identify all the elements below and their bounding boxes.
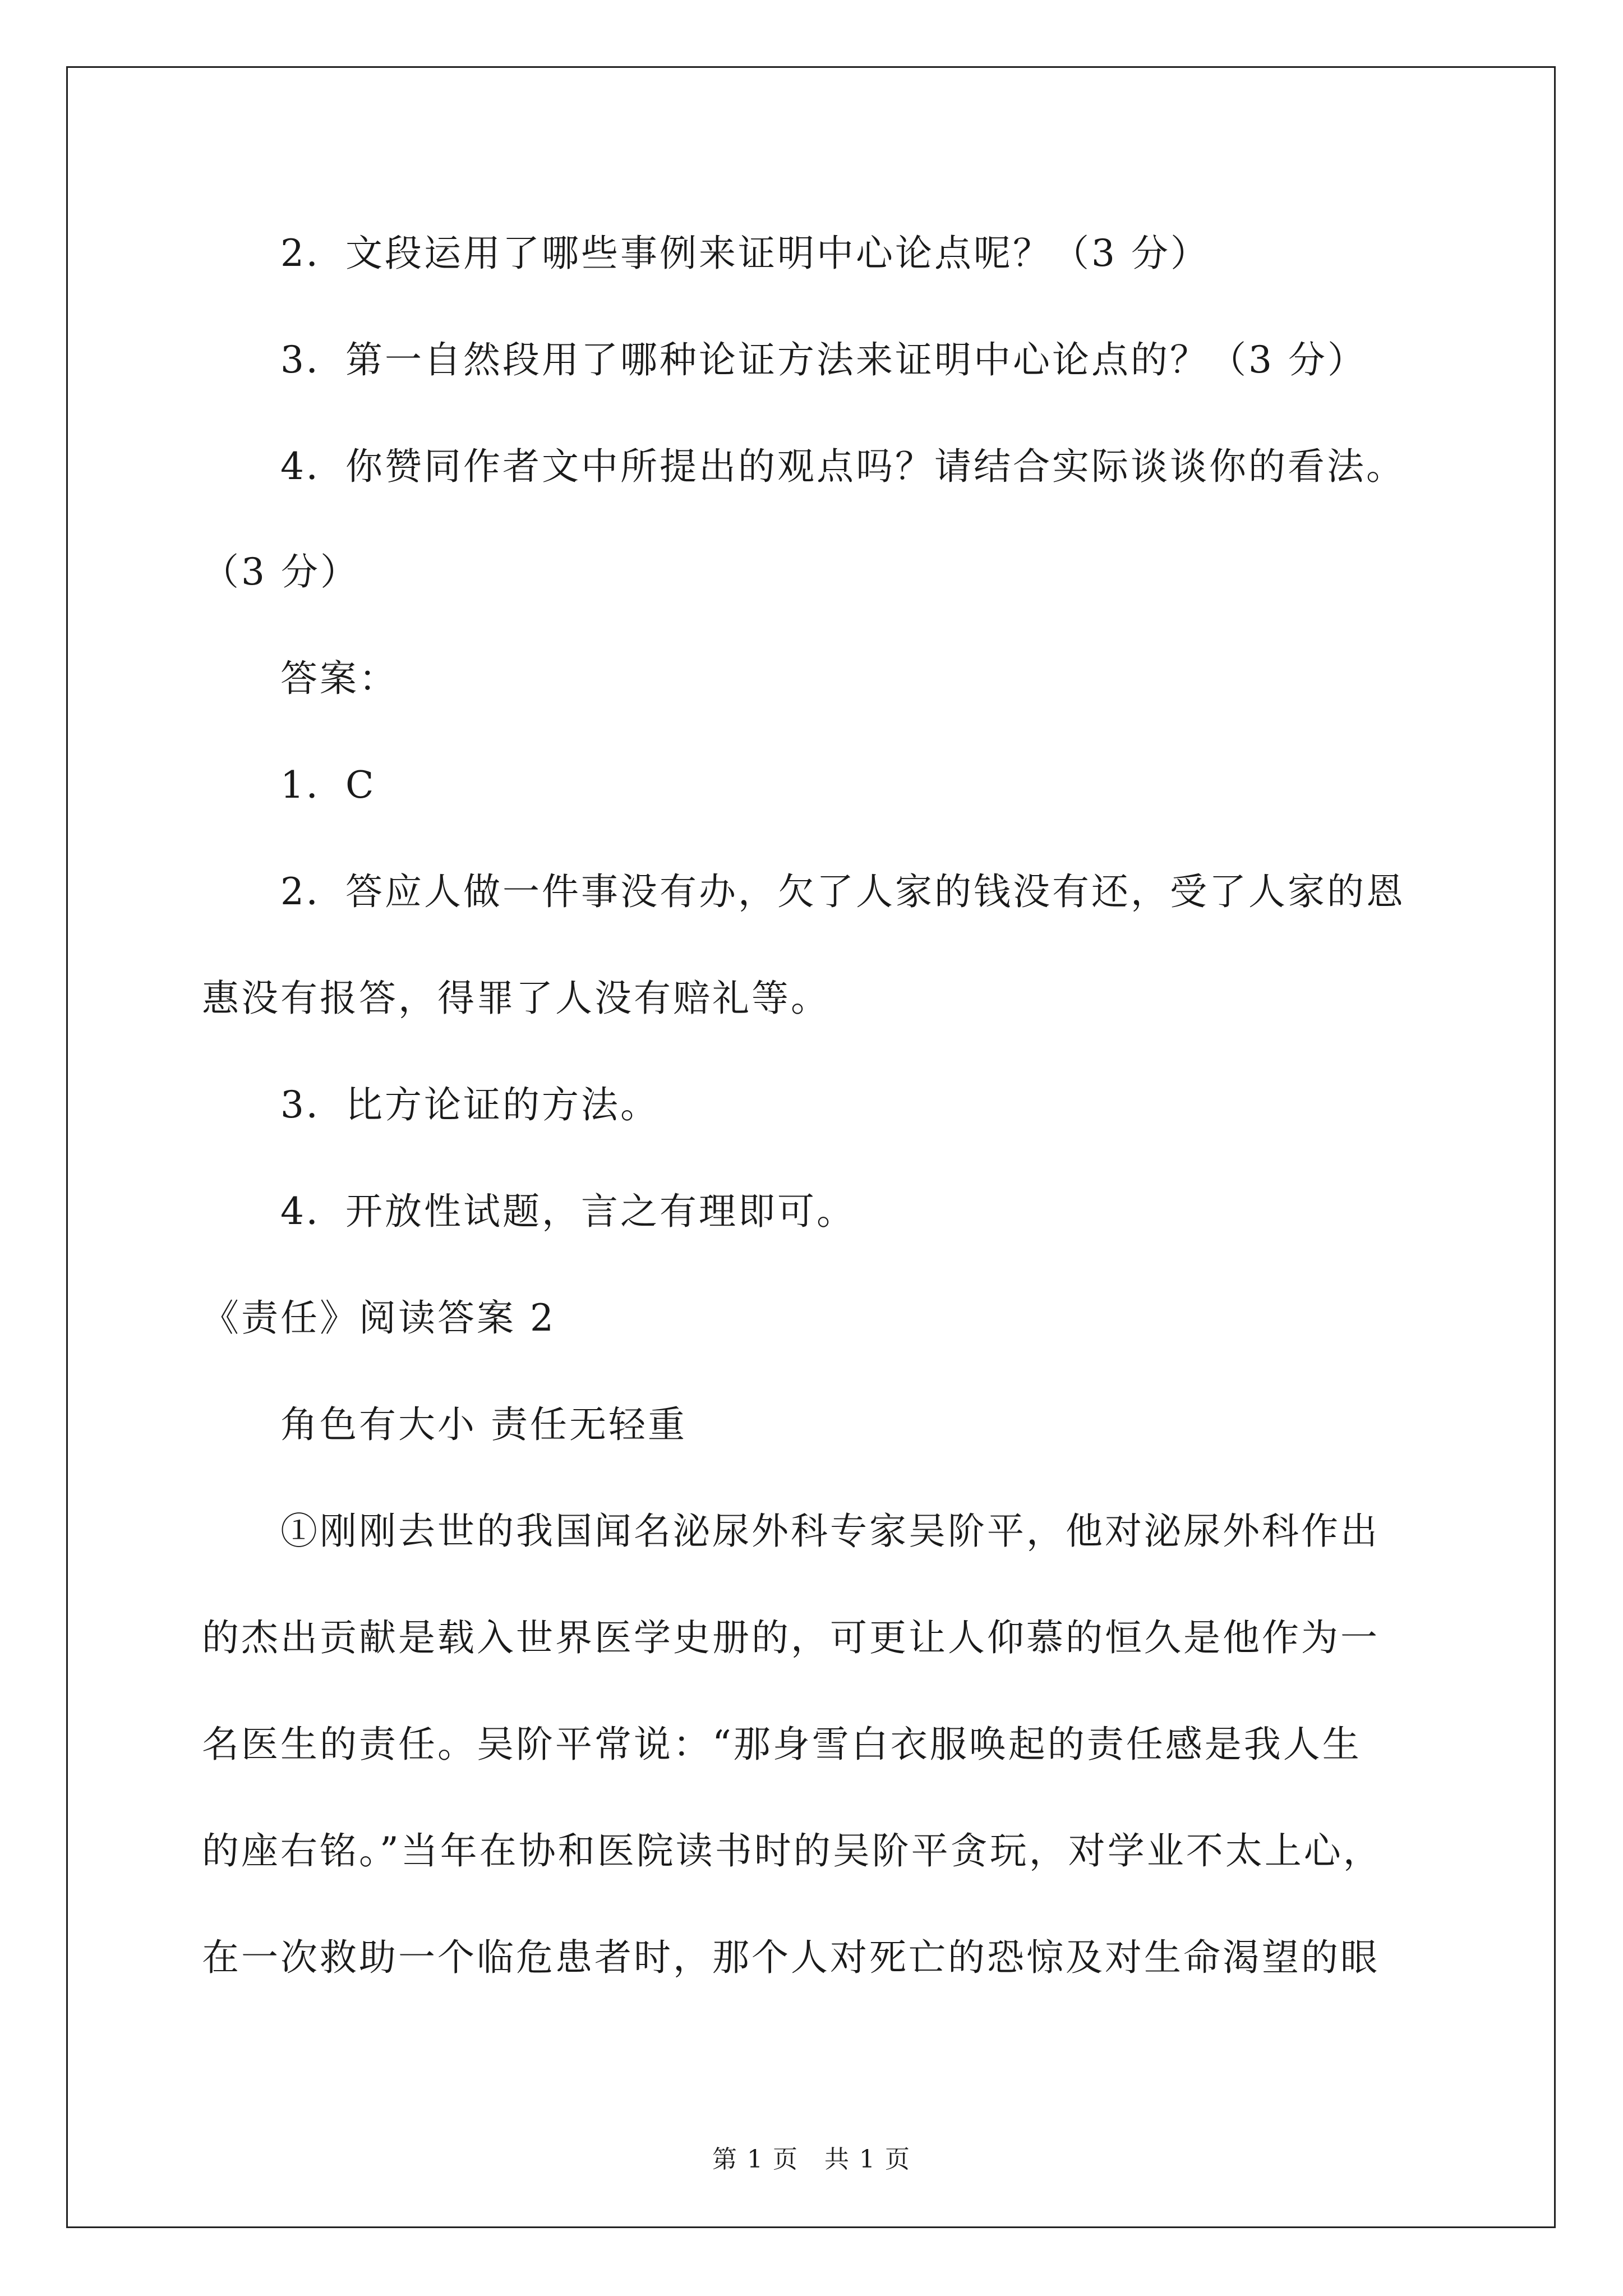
answer-2-continued: 惠没有报答，得罪了人没有赔礼等。 <box>202 977 830 1020</box>
paragraph-line: 的座右铭。”当年在协和医院读书时的吴阶平贪玩，对学业不太上心， <box>202 1829 1382 1872</box>
page-footer: 第 1 页 共 1 页 <box>712 2145 911 2174</box>
paragraph-line: 名医生的责任。吴阶平常说：“那身雪白衣服唤起的责任感是我人生 <box>202 1723 1362 1766</box>
question-4: 4．你赞同作者文中所提出的观点吗？请结合实际谈谈你的看法。 <box>280 445 1405 488</box>
answer-3: 3．比方论证的方法。 <box>280 1083 660 1126</box>
page-border <box>66 66 1556 2228</box>
article-title: 角色有大小 责任无轻重 <box>280 1403 687 1446</box>
answer-2: 2．答应人做一件事没有办，欠了人家的钱没有还，受了人家的恩 <box>280 870 1405 913</box>
answer-heading: 答案： <box>280 657 398 700</box>
section-title: 《责任》阅读答案 2 <box>202 1296 556 1340</box>
question-4-score: （3 分） <box>202 550 359 593</box>
question-3: 3．第一自然段用了哪种论证方法来证明中心论点的？（3 分） <box>280 338 1367 381</box>
paragraph-line: 的杰出贡献是载入世界医学史册的，可更让人仰慕的恒久是他作为一 <box>202 1616 1380 1659</box>
paragraph-line: ①刚刚去世的我国闻名泌尿外科专家吴阶平，他对泌尿外科作出 <box>280 1510 1380 1553</box>
answer-4: 4．开放性试题，言之有理即可。 <box>280 1190 856 1233</box>
paragraph-line: 在一次救助一个临危患者时，那个人对死亡的恐惊及对生命渴望的眼 <box>202 1936 1380 1979</box>
question-2: 2．文段运用了哪些事例来证明中心论点呢？（3 分） <box>280 232 1210 275</box>
answer-1: 1．C <box>280 763 376 807</box>
